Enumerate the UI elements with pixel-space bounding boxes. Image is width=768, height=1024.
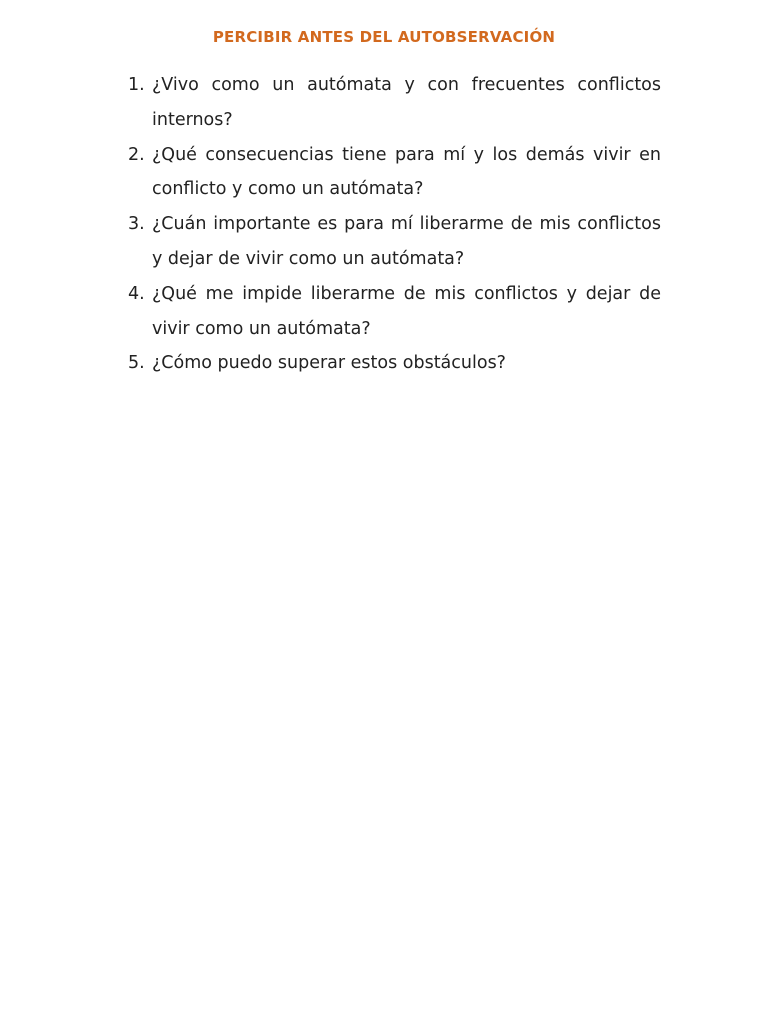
- list-item: [128, 207, 661, 277]
- question-text: ¿Cuán importante es para mí liberarme de mis conflictos y dejar de vivir como un autómata?: [152, 214, 661, 269]
- question-number: 5.: [128, 353, 145, 374]
- list-item: [128, 138, 661, 208]
- list-item: [128, 346, 661, 381]
- list-item: [128, 68, 661, 138]
- question-number: 3.: [128, 214, 145, 235]
- question-number: 1.: [128, 75, 145, 95]
- question-text: ¿Qué me impide liberarme de mis conflictos y dejar de vivir como un autómata?: [152, 283, 661, 339]
- list-item: [128, 277, 661, 347]
- question-list: [128, 68, 661, 381]
- question-text: ¿Vivo como un autómata y con frecuentes conflictos internos?: [152, 75, 661, 130]
- page-title: PERCIBIR ANTES DEL AUTOBSERVACIÓN: [212, 28, 556, 46]
- question-number: 4.: [128, 283, 145, 304]
- question-text: ¿Cómo puedo superar estos obstáculos?: [152, 353, 506, 374]
- question-text: ¿Qué consecuencias tiene para mí y los demás vivir en conflicto y como un autómata?: [152, 144, 661, 200]
- question-number: 2.: [128, 144, 145, 165]
